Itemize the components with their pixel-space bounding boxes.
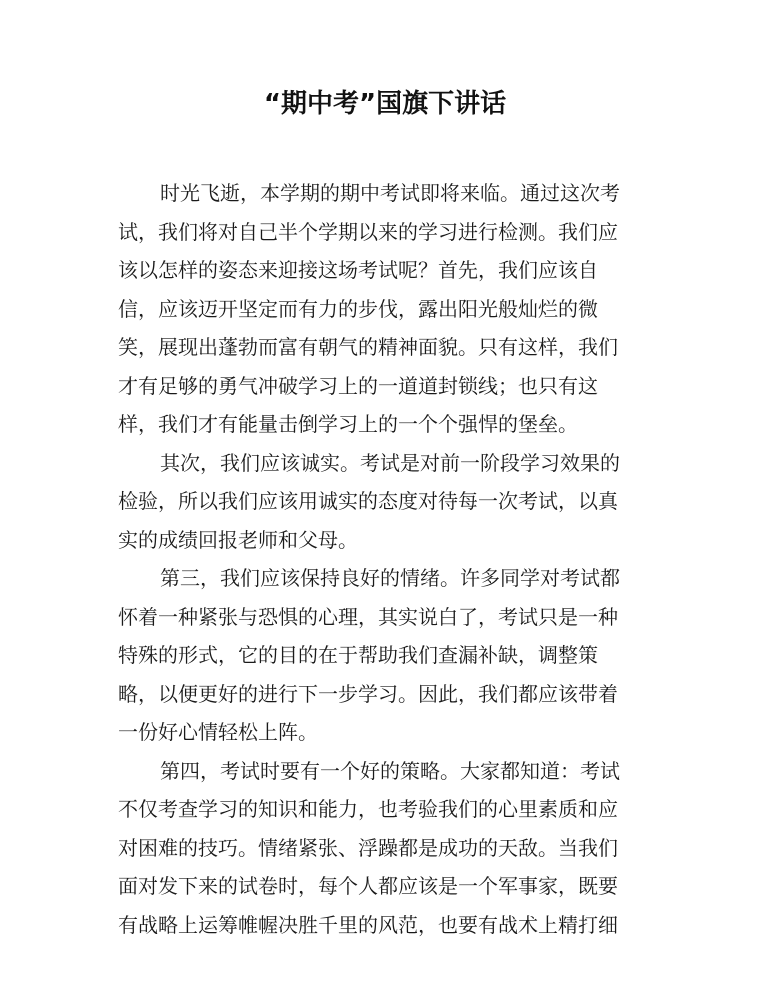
body-line: 第三，我们应该保持良好的情绪。许多同学对考试都 <box>160 566 620 590</box>
body-line: 时光飞逝，本学期的期中考试即将来临。通过这次考 <box>160 181 620 205</box>
body-line: 笑，展现出蓬勃而富有朝气的精神面貌。只有这样，我们 <box>118 335 618 359</box>
body-line: 检验，所以我们应该用诚实的态度对待每一次考试，以真 <box>118 489 618 513</box>
body-line: 第四，考试时要有一个好的策略。大家都知道：考试 <box>160 758 620 783</box>
body-line: 样，我们才有能量击倒学习上的一个个强悍的堡垒。 <box>118 412 578 436</box>
document-body <box>118 174 640 944</box>
body-line: 实的成绩回报老师和父母。 <box>118 527 358 552</box>
body-line: 有战略上运筹帷幄决胜千里的风范，也要有战术上精打细 <box>118 912 618 937</box>
body-line: 该以怎样的姿态来迎接这场考试呢？首先，我们应该自 <box>118 258 598 282</box>
body-line: 试，我们将对自己半个学期以来的学习进行检测。我们应 <box>118 219 618 244</box>
body-line: 其次，我们应该诚实。考试是对前一阶段学习效果的 <box>160 450 620 475</box>
body-line: 不仅考查学习的知识和能力，也考验我们的心里素质和应 <box>118 797 618 821</box>
body-line: 略，以便更好的进行下一步学习。因此，我们都应该带着 <box>118 681 618 706</box>
body-line: 才有足够的勇气冲破学习上的一道道封锁线；也只有这 <box>118 373 598 398</box>
document-title: “期中考”国旗下讲话 <box>263 89 507 119</box>
body-line: 怀着一种紧张与恐惧的心理，其实说白了，考试只是一种 <box>118 604 618 629</box>
body-line: 信，应该迈开坚定而有力的步伐，露出阳光般灿烂的微 <box>118 296 598 321</box>
body-line: 对困难的技巧。情绪紧张、浮躁都是成功的天敌。当我们 <box>118 835 618 860</box>
body-line: 特殊的形式，它的目的在于帮助我们查漏补缺，调整策 <box>118 643 598 667</box>
body-line: 一份好心情轻松上阵。 <box>118 720 318 744</box>
body-line: 面对发下来的试卷时，每个人都应该是一个军事家，既要 <box>118 874 618 898</box>
